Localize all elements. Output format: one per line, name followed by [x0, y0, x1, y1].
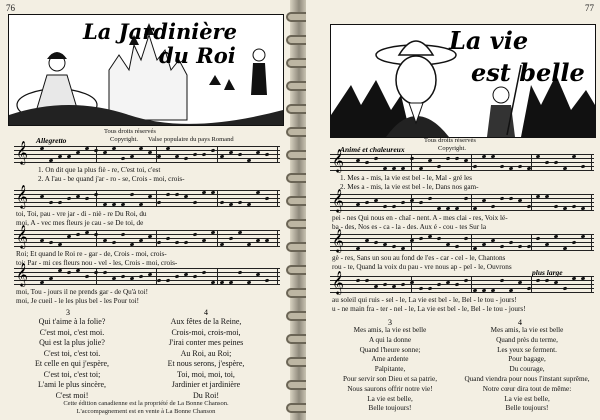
bar-line	[277, 230, 278, 246]
music-note	[58, 200, 63, 204]
music-note	[446, 156, 451, 160]
staff-line	[14, 206, 280, 207]
music-note	[157, 240, 162, 244]
bar-line	[217, 230, 218, 246]
page-number: 76	[6, 3, 15, 13]
verse-line: Qui t'aime à la folie?	[38, 317, 106, 326]
staff-line	[14, 194, 280, 195]
footer-note	[0, 400, 292, 416]
staff-line	[14, 246, 280, 247]
staff-line	[14, 280, 280, 281]
page-number: 77	[585, 3, 594, 13]
music-note	[184, 240, 189, 244]
music-note	[238, 270, 243, 274]
music-note	[49, 240, 54, 244]
verse-line: L'ami le plus sincère,	[37, 380, 107, 389]
staff-line	[330, 242, 594, 243]
music-note	[112, 240, 117, 244]
verse-line: Et celle en qui j'espère,	[34, 359, 110, 368]
staff	[14, 224, 280, 248]
music-note	[509, 196, 514, 200]
music-note	[265, 278, 270, 282]
illustration-scout	[330, 24, 596, 138]
staff-line	[14, 158, 280, 159]
footer-line: L'accompagnement est en vente à La Bonne Chanson	[76, 408, 216, 415]
lyric-line: ba - des, Nos es - ca - la - des. Aux é - cou - tes Sur la	[332, 223, 487, 231]
staff-line	[14, 190, 280, 191]
verse-line: Nous saurons offrir notre vie!	[347, 384, 433, 393]
music-note	[94, 192, 99, 196]
verse-line: Mes amis, la vie est belle	[490, 326, 564, 334]
music-note	[401, 200, 406, 204]
music-note	[365, 160, 370, 164]
music-note	[518, 164, 523, 168]
music-note	[85, 274, 90, 278]
tempo-marking: Allegretto	[36, 136, 67, 145]
bar-line	[531, 194, 532, 210]
lyric-line: u - ne main fra - ter - nel - le, La vie est bel - le, Bel - le tou - jours!	[332, 305, 526, 313]
music-note	[536, 278, 541, 282]
song-title-line2: du Roi	[159, 43, 236, 68]
music-note	[175, 240, 180, 244]
lyric-line: toi, Toi, pau - vre jar - di - niè - re Du Roi, du	[16, 210, 147, 218]
staff-line	[330, 166, 594, 167]
music-note	[202, 270, 207, 274]
rights-reserved: Tous droits réservés	[104, 128, 156, 135]
music-note	[500, 244, 505, 248]
verse-line: La vie est belle,	[504, 394, 550, 403]
verse-line: Qui est la plus jolie?	[39, 338, 105, 347]
music-note	[220, 200, 225, 204]
music-note	[365, 278, 370, 282]
bar-line	[531, 276, 532, 292]
treble-clef-icon: 𝄞	[332, 148, 344, 172]
music-note	[67, 196, 72, 200]
verse-line: Notre cœur dira tout de même:	[482, 384, 572, 393]
verse-number: 3	[388, 318, 392, 327]
lyric-line: au soleil qui ruis - sel - le, La vie est bel - le, Bel - le tou - jours!	[332, 296, 517, 304]
music-note	[383, 204, 388, 208]
bar-line	[471, 154, 472, 170]
lyric-line: 2. Mes a - mis, la vie est bel - le, Dans nos gam-	[340, 183, 479, 191]
verse-line: C'est moi, c'est moi.	[39, 327, 105, 337]
staff-line	[330, 210, 594, 211]
staff-line	[330, 288, 594, 289]
verse-line: Aux fêtes de la Reine,	[170, 317, 242, 326]
staff-line	[330, 292, 594, 293]
music-note	[419, 286, 424, 290]
song-title-line2: est belle	[471, 58, 585, 87]
lyric-line: moi, Tou - jours il ne prends gar - de Qu'à toi!	[16, 288, 149, 296]
copyright: Copyright.	[438, 145, 466, 152]
music-note	[121, 232, 126, 236]
staff-line	[14, 146, 280, 147]
music-note	[238, 200, 243, 204]
staff-line	[330, 158, 594, 159]
verse-number: 3	[66, 308, 70, 317]
music-note	[410, 156, 415, 160]
music-note	[265, 152, 270, 156]
verse-number: 4	[518, 318, 522, 327]
music-note	[202, 152, 207, 156]
verse-line: J'irai conter mes peines	[168, 338, 244, 347]
bar-line	[217, 146, 218, 162]
music-note	[85, 196, 90, 200]
music-note	[437, 282, 442, 286]
music-note	[464, 196, 469, 200]
verse-line: C'est moi!	[55, 390, 89, 400]
lyric-line: Roi; Et quand le Roi re - gar - de, Crois - moi, crois-	[16, 250, 167, 258]
music-note	[500, 278, 505, 282]
verse-line: Toi, moi, moi, toi,	[177, 369, 235, 379]
staff-line	[330, 198, 594, 199]
music-note	[130, 192, 135, 196]
music-note	[563, 286, 568, 290]
music-note	[473, 164, 478, 168]
music-note	[157, 200, 162, 204]
bar-line	[277, 146, 278, 162]
treble-clef-icon: 𝄞	[16, 184, 28, 208]
music-note	[554, 204, 559, 208]
verse-3	[22, 317, 122, 401]
music-note	[383, 282, 388, 286]
bar-line	[591, 234, 592, 250]
music-note	[76, 232, 81, 236]
verse-line: Au Roi, au Roi;	[180, 348, 232, 358]
music-note	[374, 240, 379, 244]
lyric-line: pei - nes Qui nous en - chaî - nent. A - mes clai - res, Voix lé-	[332, 214, 508, 222]
verse-line: Palpitante,	[374, 365, 406, 374]
treble-clef-icon: 𝄞	[332, 270, 344, 294]
bar-line	[277, 190, 278, 206]
verse-line: Belle toujours!	[368, 404, 412, 413]
staff-line	[14, 284, 280, 285]
music-note	[419, 236, 424, 240]
staff-line	[14, 268, 280, 269]
music-note	[94, 148, 99, 152]
staff-line	[14, 234, 280, 235]
copyright: Copyright.	[110, 136, 138, 143]
music-note	[175, 192, 180, 196]
music-note	[193, 232, 198, 236]
verse-line: Belle toujours!	[505, 404, 549, 413]
footer-line: Cette édition canadienne est la propriété de La Bonne Chanson.	[63, 400, 229, 407]
bar-line	[591, 154, 592, 170]
right-page	[306, 0, 600, 420]
staff	[330, 188, 594, 212]
music-note	[419, 200, 424, 204]
verse-line: Ame ardente	[371, 355, 409, 364]
music-note	[193, 274, 198, 278]
music-note	[500, 196, 505, 200]
music-note	[392, 244, 397, 248]
music-note	[229, 236, 234, 240]
lyric-line: gè - res, Sans un sou au fond de l'es - car - cel - le, Chantons	[332, 254, 506, 262]
music-note	[500, 164, 505, 168]
music-note	[193, 200, 198, 204]
lyric-line: 1. On dit que la plus fiè - re, C'est toi, c'est	[38, 166, 161, 174]
verse-line: Quand viendra pour nous l'instant suprême,	[464, 374, 590, 383]
lyric-line: toi; Par - mi ces fleurs nou - vel - les, Crois - moi, crois-	[16, 259, 178, 267]
staff-line	[330, 276, 594, 277]
staff-line	[14, 276, 280, 277]
music-note	[139, 274, 144, 278]
music-note	[356, 278, 361, 282]
treble-clef-icon: 𝄞	[16, 224, 28, 248]
verse-4	[156, 317, 256, 401]
verse-line: Pour bagage,	[508, 355, 546, 364]
verse-line: Du courage,	[509, 365, 545, 374]
music-note	[545, 278, 550, 282]
music-note	[374, 156, 379, 160]
music-note	[464, 278, 469, 282]
music-note	[175, 274, 180, 278]
verse-line: Crois-moi, crois-moi,	[171, 327, 241, 337]
music-note	[121, 156, 126, 160]
verse-number: 4	[204, 308, 208, 317]
music-note	[455, 244, 460, 248]
staff	[14, 184, 280, 208]
verse-line: Du Roi!	[193, 390, 219, 400]
music-note	[455, 156, 460, 160]
treble-clef-icon: 𝄞	[332, 188, 344, 212]
music-note	[184, 156, 189, 160]
bar-line	[156, 146, 157, 162]
verse-line: A qui la donne	[368, 335, 412, 344]
music-note	[166, 236, 171, 240]
music-note	[536, 236, 541, 240]
verse-4	[458, 326, 596, 414]
staff-line	[330, 154, 594, 155]
tempo-marking: Animé et chaleureux	[340, 145, 405, 154]
lyric-line: 2. A l'au - be quand j'ar - ro - se, Crois - moi, crois-	[38, 175, 185, 183]
verse-line: Quand l'heure sonne;	[359, 345, 421, 354]
verse-3	[322, 326, 458, 414]
treble-clef-icon: 𝄞	[16, 262, 28, 286]
music-note	[509, 240, 514, 244]
music-note	[265, 196, 270, 200]
staff-line	[330, 250, 594, 251]
staff-line	[330, 194, 594, 195]
lyric-line: rou - te, Quand la voix du pau - vre nous ap - pel - le, Ouvrons	[332, 263, 512, 271]
verse-line: C'est toi, c'est toi;	[43, 369, 101, 379]
rights-reserved: Tous droits réservés	[424, 137, 476, 144]
music-note	[581, 164, 586, 168]
bar-line	[531, 234, 532, 250]
verse-line: Jardinier et jardinière	[171, 380, 241, 389]
song-source: Valse populaire du pays Romand	[148, 136, 234, 143]
music-note	[401, 282, 406, 286]
music-note	[518, 244, 523, 248]
verse-line: C'est toi, c'est toi.	[43, 348, 101, 358]
staff-line	[330, 246, 594, 247]
music-note	[166, 192, 171, 196]
music-note	[545, 160, 550, 164]
music-note	[157, 278, 162, 282]
staff-line	[14, 150, 280, 151]
bar-line	[591, 276, 592, 292]
staff-line	[14, 242, 280, 243]
staff-line	[14, 238, 280, 239]
verse-line: Les yeux se ferment.	[497, 345, 557, 354]
staff	[330, 228, 594, 252]
music-note	[437, 164, 442, 168]
song-title-line1: La vie	[449, 26, 529, 55]
staff-line	[330, 202, 594, 203]
lyric-line: 1. Mes a - mis, la vie est bel - le, Mal - gré les	[340, 174, 472, 182]
music-note	[103, 270, 108, 274]
tempo-marking: plus large	[532, 268, 563, 277]
verse-line: Quand près du terme,	[496, 335, 558, 344]
music-note	[238, 152, 243, 156]
music-note	[572, 240, 577, 244]
music-note	[464, 236, 469, 240]
verse-line: Et nous serons, j'espère,	[167, 359, 245, 368]
treble-clef-icon: 𝄞	[16, 140, 28, 164]
music-note	[365, 200, 370, 204]
bar-line	[277, 268, 278, 284]
music-note	[49, 200, 54, 204]
music-note	[193, 152, 198, 156]
lyric-line: moi, Je cueil - le les plus bel - les Pour toi!	[16, 297, 139, 305]
music-note	[491, 204, 496, 208]
music-note	[121, 274, 126, 278]
treble-clef-icon: 𝄞	[332, 228, 344, 252]
staff-line	[14, 162, 280, 163]
music-note	[94, 270, 99, 274]
verse-line: Pour servir son Dieu et sa patrie,	[342, 374, 437, 383]
music-note	[428, 196, 433, 200]
verse-line: La vie est belle,	[367, 394, 413, 403]
lyric-line: moi, A - vec mes fleurs je cau - se De toi, de	[16, 219, 144, 227]
staff-line	[330, 170, 594, 171]
music-note	[94, 232, 99, 236]
music-note	[437, 236, 442, 240]
song-title-line1: La Jardinière	[83, 19, 237, 44]
music-note	[392, 204, 397, 208]
music-note	[166, 278, 171, 282]
staff-line	[14, 198, 280, 199]
music-note	[572, 204, 577, 208]
music-note	[455, 282, 460, 286]
music-note	[211, 148, 216, 152]
music-note	[428, 286, 433, 290]
music-note	[554, 160, 559, 164]
bar-line	[217, 268, 218, 284]
bar-line	[217, 190, 218, 206]
left-page	[0, 0, 292, 420]
bar-line	[591, 194, 592, 210]
music-note	[67, 270, 72, 274]
illustration-garden	[8, 14, 284, 126]
verse-line: Mes amis, la vie est belle	[353, 326, 427, 334]
